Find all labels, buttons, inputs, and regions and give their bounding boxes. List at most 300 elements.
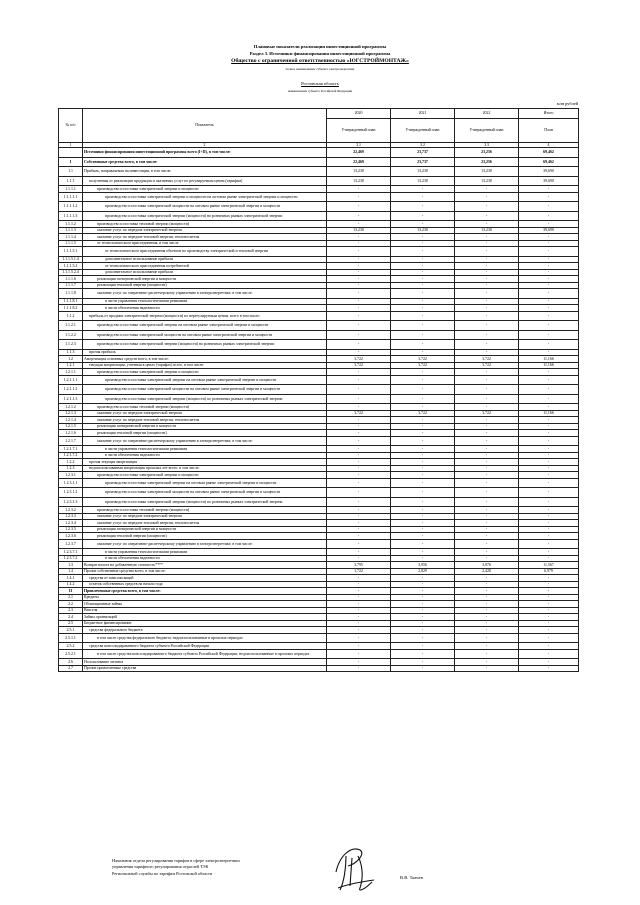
value-2020: - [327, 588, 391, 595]
value-2022: - [455, 289, 519, 299]
value-total: - [519, 282, 579, 289]
value-2021: - [391, 404, 455, 411]
row-number: 1.1.2.3 [59, 340, 83, 350]
row-number: 1.2.1.4 [59, 417, 83, 424]
value-total: - [519, 588, 579, 595]
value-total: - [519, 311, 579, 321]
value-2021: - [391, 446, 455, 453]
row-number: 1.2.3.5 [59, 526, 83, 533]
table-row [59, 321, 579, 331]
value-2020: 3,722 [327, 362, 391, 369]
value-total: - [519, 649, 579, 659]
row-indicator: оказание услуг по передаче тепловой энергии, теплоносителя [83, 520, 327, 527]
row-indicator: оказание услуг по передаче электрической энергии [83, 513, 327, 520]
value-2020: - [327, 202, 391, 212]
value-2022: - [455, 607, 519, 614]
table-row [59, 665, 579, 672]
value-2022: - [455, 186, 519, 193]
value-total: - [519, 321, 579, 331]
value-2022: - [455, 643, 519, 650]
value-2020: - [327, 321, 391, 331]
row-indicator: Векселя [83, 607, 327, 614]
row-number: 1.2.1 [59, 362, 83, 369]
row-number: 1.2.2 [59, 459, 83, 466]
value-2020: 3,795 [327, 562, 391, 569]
value-2022: - [455, 507, 519, 514]
col-number-header: № п/п [59, 109, 83, 143]
table-row [59, 436, 579, 446]
row-number: 1.2.3.1.3 [59, 497, 83, 507]
row-indicator: прочая прибыль [83, 349, 327, 356]
value-2020: - [327, 478, 391, 488]
signatory-name: В.В. Ткачев [400, 875, 423, 880]
value-total: 11,166 [519, 356, 579, 363]
row-indicator: Прочие привлеченные средства [83, 665, 327, 672]
row-indicator: производство и поставка тепловой энергии (мощности) [83, 507, 327, 514]
value-2021: - [391, 369, 455, 376]
value-2022: - [455, 234, 519, 241]
value-2022: - [455, 321, 519, 331]
row-number: 1.2.1.6 [59, 430, 83, 437]
value-2022: - [455, 581, 519, 588]
row-number: 1.2.1.7.2 [59, 452, 83, 459]
sub-label: Утвержденный план [327, 119, 391, 143]
value-2021: - [391, 247, 455, 257]
value-2020: - [327, 311, 391, 321]
value-2021: - [391, 221, 455, 228]
value-2022: 3,722 [455, 362, 519, 369]
row-indicator: производство и поставка тепловой энергии (мощности) [83, 221, 327, 228]
value-2020: - [327, 452, 391, 459]
value-2020: - [327, 234, 391, 241]
col-index: 3.2 [391, 143, 455, 148]
row-indicator: Бюджетное финансирование [83, 620, 327, 627]
row-number: 1.1.1.5.1.4 [59, 256, 83, 263]
value-2022: 23,256 [455, 157, 519, 167]
value-2020: - [327, 340, 391, 350]
value-2022: - [455, 375, 519, 385]
value-2022: 3,876 [455, 562, 519, 569]
row-number: 1.2.1.1.3 [59, 394, 83, 404]
row-number: 1.3 [59, 562, 83, 569]
row-indicator: от технологического присоединения объектов по производству электрической и тепловой энергии [83, 247, 327, 257]
value-2020: - [327, 594, 391, 601]
row-number: 1.2.3.4 [59, 520, 83, 527]
row-number: 2.5.1 [59, 627, 83, 634]
value-2022: - [455, 627, 519, 634]
value-total: - [519, 533, 579, 540]
row-number: 2.5.2.1 [59, 649, 83, 659]
value-2022: - [455, 614, 519, 621]
value-2020: - [327, 430, 391, 437]
value-2021: - [391, 459, 455, 466]
value-2020: - [327, 614, 391, 621]
value-2020: - [327, 247, 391, 257]
row-indicator: от технологического присоединения потребителей [83, 263, 327, 270]
table-row [59, 633, 579, 643]
row-number: 1.1.1.1 [59, 186, 83, 193]
value-2022: - [455, 417, 519, 424]
value-total: 11,166 [519, 362, 579, 369]
row-number: 1.1.2.1 [59, 321, 83, 331]
col-year-2020: 2020 [327, 109, 391, 119]
value-2021: - [391, 298, 455, 305]
row-indicator: оказание услуг по передаче электрической энергии [83, 227, 327, 234]
value-2021: - [391, 256, 455, 263]
value-2020: - [327, 601, 391, 608]
value-total: - [519, 513, 579, 520]
signatory-line: Региональной службы по тарифам Ростовской области [112, 870, 213, 876]
row-number: 1.2.1.7 [59, 436, 83, 446]
value-2022: - [455, 423, 519, 430]
value-total: - [519, 234, 579, 241]
value-total: - [519, 575, 579, 582]
row-indicator: Кредиты [83, 594, 327, 601]
row-number: 1.2.3.1.1 [59, 478, 83, 488]
row-number: 1.2.1.7.1 [59, 446, 83, 453]
value-2020: - [327, 459, 391, 466]
value-2020: 3,722 [327, 356, 391, 363]
value-total: - [519, 423, 579, 430]
row-number: 1.1.1.8 [59, 289, 83, 299]
value-total: - [519, 446, 579, 453]
table-row [59, 211, 579, 221]
value-2021: - [391, 614, 455, 621]
value-2020: - [327, 620, 391, 627]
value-total: - [519, 633, 579, 643]
value-2021: - [391, 276, 455, 283]
value-2022: - [455, 340, 519, 350]
row-indicator: производство и поставка электрической энергии (мощности) на розничных рынках электрической энергии [83, 211, 327, 221]
row-indicator: дополнительное использование прибыли [83, 256, 327, 263]
value-2020: - [327, 385, 391, 395]
value-total: - [519, 507, 579, 514]
row-number: 1.2.3.3 [59, 513, 83, 520]
row-indicator: в части управления технологическими режимами [83, 549, 327, 556]
value-2021: - [391, 665, 455, 672]
value-total: - [519, 594, 579, 601]
row-indicator: в части обеспечения надежности [83, 305, 327, 312]
row-number: 1.1.1.1.3 [59, 211, 83, 221]
row-indicator: производство и поставка электрической энергии (мощности) по розничных рынках электрической энергии [83, 394, 327, 404]
row-indicator: Займы организаций [83, 614, 327, 621]
value-2021: - [391, 330, 455, 340]
value-total: - [519, 601, 579, 608]
row-indicator: производство и поставка электрической мощности на оптовом рынке электрической энергии и мощности [83, 202, 327, 212]
value-2020: - [327, 221, 391, 228]
value-2021: - [391, 513, 455, 520]
value-2021: - [391, 263, 455, 270]
row-number: 2.2 [59, 601, 83, 608]
value-2020: - [327, 665, 391, 672]
row-indicator: дополнительное использование прибыли [83, 269, 327, 276]
value-2021: - [391, 349, 455, 356]
value-2021: - [391, 394, 455, 404]
value-2022: 2,428 [455, 568, 519, 575]
value-2020: - [327, 298, 391, 305]
value-2020: - [327, 282, 391, 289]
table-row [59, 192, 579, 202]
value-2021: - [391, 526, 455, 533]
row-indicator: производство и поставка электрической энергии на оптовом рынке электрической энергии и мощности [83, 321, 327, 331]
value-2021: - [391, 607, 455, 614]
value-2020: 22,469 [327, 157, 391, 167]
row-number: 1.1.1.5 [59, 240, 83, 247]
row-number: 1.4.1 [59, 575, 83, 582]
value-total: - [519, 581, 579, 588]
value-2021: 23,737 [391, 157, 455, 167]
value-2022: - [455, 240, 519, 247]
value-total: - [519, 620, 579, 627]
value-2021: - [391, 282, 455, 289]
table-row [59, 247, 579, 257]
value-2020: - [327, 575, 391, 582]
row-number: 1.1.1.1.1 [59, 192, 83, 202]
row-indicator: производство и поставка электрической энергии (мощности) на розничных рынках электрической энергии [83, 340, 327, 350]
value-2022: - [455, 472, 519, 479]
row-indicator: Возврат налога на добавленную стоимость**** [83, 562, 327, 569]
row-number: 1.1 [59, 167, 83, 177]
row-indicator: Привлеченные средства всего, в том числе: [83, 588, 327, 595]
row-indicator: в части управления технологическими режимами [83, 446, 327, 453]
row-number: 1.2 [59, 356, 83, 363]
row-indicator: реализация тепловой энергии (мощности) [83, 430, 327, 437]
col-index: 3.1 [327, 143, 391, 148]
col-index: 2 [83, 143, 327, 148]
region-note: наименование субъекта Российской Федерации [287, 89, 353, 93]
value-total: - [519, 330, 579, 340]
value-2022: 3,722 [455, 356, 519, 363]
col-year-2022: 2022 [455, 109, 519, 119]
row-indicator: Прибыль, направляемая на инвестиции, в том числе: [83, 167, 327, 177]
row-number: 1.1.1.5.2.4 [59, 269, 83, 276]
value-2020: - [327, 513, 391, 520]
value-2022: - [455, 202, 519, 212]
row-indicator: в части обеспечения надежности [83, 452, 327, 459]
value-2022: - [455, 404, 519, 411]
value-total: 11,166 [519, 410, 579, 417]
value-2020: - [327, 555, 391, 562]
value-2020: - [327, 186, 391, 193]
value-2020: - [327, 465, 391, 472]
value-2021: 13,230 [391, 167, 455, 177]
row-number: 1.1.1.1.2 [59, 202, 83, 212]
value-2022: - [455, 305, 519, 312]
value-total: 39,690 [519, 176, 579, 186]
value-2020: - [327, 289, 391, 299]
value-2021: - [391, 375, 455, 385]
row-number: 1.1.1.4 [59, 234, 83, 241]
value-2021: - [391, 581, 455, 588]
value-2020: - [327, 375, 391, 385]
value-2020: - [327, 488, 391, 498]
col-name-header: Показатель [83, 109, 327, 143]
value-2022: 13,230 [455, 167, 519, 177]
value-2021: - [391, 478, 455, 488]
value-2022: - [455, 349, 519, 356]
value-total: - [519, 404, 579, 411]
row-number: 1.2.3.7 [59, 539, 83, 549]
row-indicator: производство и поставка электрической энергии на оптовом рынке электрической энергии и мощности [83, 375, 327, 385]
row-indicator: производство и поставка электрической энергии (мощности) по розничных рынках электрической энергии [83, 497, 327, 507]
value-2022: - [455, 430, 519, 437]
row-number: 1.2.3.7.2 [59, 555, 83, 562]
row-indicator: Собственные средства всего, в том числе: [83, 157, 327, 167]
value-total: - [519, 417, 579, 424]
row-indicator: полученная от реализации продукции и оказанных услуг по регулируемым ценам (тарифам) [83, 176, 327, 186]
value-total: - [519, 256, 579, 263]
value-total: 69,462 [519, 157, 579, 167]
value-2022: - [455, 192, 519, 202]
row-indicator: недоиспользованная амортизация прошлых лет всего, в том числе: [83, 465, 327, 472]
value-total: - [519, 607, 579, 614]
row-number: 1.1.3 [59, 349, 83, 356]
financing-table [58, 108, 579, 672]
value-2022: - [455, 555, 519, 562]
row-number: 1.2.3.1.2 [59, 488, 83, 498]
value-2021: - [391, 497, 455, 507]
value-2021: 3,722 [391, 362, 455, 369]
value-2020: 3,722 [327, 410, 391, 417]
table-body [59, 148, 579, 672]
row-number: 1.4.2 [59, 581, 83, 588]
value-total: 69,462 [519, 148, 579, 158]
document-title: Плановые показатели реализации инвестиционной программы [253, 44, 387, 49]
row-indicator: оказание услуг по оперативно-диспетчерскому управлению в электроэнергетике, в том числе: [83, 539, 327, 549]
value-total: - [519, 555, 579, 562]
value-total: 39,690 [519, 227, 579, 234]
value-2020: - [327, 539, 391, 549]
row-indicator: средства от эмиссии акций [83, 575, 327, 582]
value-2022: - [455, 633, 519, 643]
value-2020: - [327, 497, 391, 507]
row-number: 1.1.1.8.2 [59, 305, 83, 312]
value-2020: - [327, 533, 391, 540]
value-total: - [519, 221, 579, 228]
table-row [59, 167, 579, 177]
row-number: 1.2.1.1.1 [59, 375, 83, 385]
value-2022: - [455, 533, 519, 540]
row-indicator: производство и поставка электрической энергии на оптовом рынке электрической энергии и мощности [83, 478, 327, 488]
value-2020: - [327, 581, 391, 588]
value-total: - [519, 276, 579, 283]
value-total: - [519, 192, 579, 202]
row-indicator: Облигационные займы [83, 601, 327, 608]
value-2020: - [327, 240, 391, 247]
row-indicator: прибыль от продажи электрической энергии (мощности) по нерегулируемым ценам, всего в том числе: [83, 311, 327, 321]
row-number: 1.1.1 [59, 176, 83, 186]
value-2021: - [391, 452, 455, 459]
row-number: 1.2.3.6 [59, 533, 83, 540]
row-number: 1.2.1.3 [59, 410, 83, 417]
value-2021: - [391, 643, 455, 650]
value-2022: - [455, 601, 519, 608]
row-number: 2.6 [59, 659, 83, 666]
col-total-header: Итого [519, 109, 579, 119]
table-row [59, 478, 579, 488]
value-2022: - [455, 478, 519, 488]
unit-label: млн рублей [556, 101, 578, 106]
signatory-position [112, 858, 322, 877]
value-2020: - [327, 394, 391, 404]
value-total: - [519, 452, 579, 459]
value-2021: - [391, 192, 455, 202]
value-2021: - [391, 549, 455, 556]
value-2021: - [391, 507, 455, 514]
row-indicator: Источники финансирования инвестиционной программы всего (I+II), в том числе: [83, 148, 327, 158]
row-number: 1.1.1.8.1 [59, 298, 83, 305]
row-indicator: в части обеспечения надежности [83, 555, 327, 562]
value-2021: 2,829 [391, 568, 455, 575]
value-total: - [519, 478, 579, 488]
value-2021: - [391, 575, 455, 582]
organization-note: полное наименование субъекта электроэнергетики [285, 67, 355, 71]
row-number: 1.1.2.2 [59, 330, 83, 340]
row-indicator: средства консолидированного бюджета субъекта Российской Федерации [83, 643, 327, 650]
value-2020: - [327, 423, 391, 430]
value-2020: - [327, 607, 391, 614]
value-2021: 13,230 [391, 227, 455, 234]
row-indicator: в том числе средства консолидированного бюджета субъекта Российской Федерации, недоиспользованные в прошлых периодах [83, 649, 327, 659]
value-2021: 3,722 [391, 410, 455, 417]
value-2022: - [455, 385, 519, 395]
organization-name: Общество с ограниченной ответственностью «ЮГСТРОЙМОНТАЖ» [231, 58, 409, 64]
value-2022: - [455, 665, 519, 672]
row-number: 1.1.1.2 [59, 221, 83, 228]
sub-label: Утвержденный план [391, 119, 455, 143]
row-number: 1.2.3.1 [59, 472, 83, 479]
value-2021: - [391, 240, 455, 247]
row-number: 1.2.1.1 [59, 369, 83, 376]
value-2021: - [391, 340, 455, 350]
table-row [59, 176, 579, 186]
section-title: Раздел 3. Источники финансирования инвестиционной программы [249, 51, 391, 56]
row-indicator: производство и поставка электрической энергии и мощности [83, 369, 327, 376]
value-2020: - [327, 526, 391, 533]
value-2022: - [455, 330, 519, 340]
row-indicator: реализация электрической энергии и мощности [83, 423, 327, 430]
value-total: - [519, 459, 579, 466]
row-number: 1.2.3 [59, 465, 83, 472]
row-number: 2.1 [59, 594, 83, 601]
row-number: II [59, 588, 83, 595]
value-2020: 13,230 [327, 167, 391, 177]
value-2021: - [391, 649, 455, 659]
value-2021: 3,956 [391, 562, 455, 569]
value-2022: - [455, 298, 519, 305]
row-number: 2.7 [59, 665, 83, 672]
value-2021: 23,737 [391, 148, 455, 158]
row-number: 1.4 [59, 568, 83, 575]
value-2020: - [327, 649, 391, 659]
row-indicator: производство и поставка электрической энергии и мощности [83, 472, 327, 479]
value-total: - [519, 211, 579, 221]
table-row [59, 394, 579, 404]
value-2021: - [391, 269, 455, 276]
value-total: - [519, 247, 579, 257]
value-total: - [519, 202, 579, 212]
value-2021: - [391, 305, 455, 312]
value-2021: - [391, 436, 455, 446]
row-indicator: производство и поставка электрической энергии и мощности [83, 186, 327, 193]
row-indicator: реализация электрической энергии и мощности [83, 276, 327, 283]
value-2022: 13,230 [455, 227, 519, 234]
value-2021: - [391, 430, 455, 437]
value-total: - [519, 394, 579, 404]
col-year-2021: 2021 [391, 109, 455, 119]
row-number: 1.2.1.1.2 [59, 385, 83, 395]
col-index: 4 [519, 143, 579, 148]
